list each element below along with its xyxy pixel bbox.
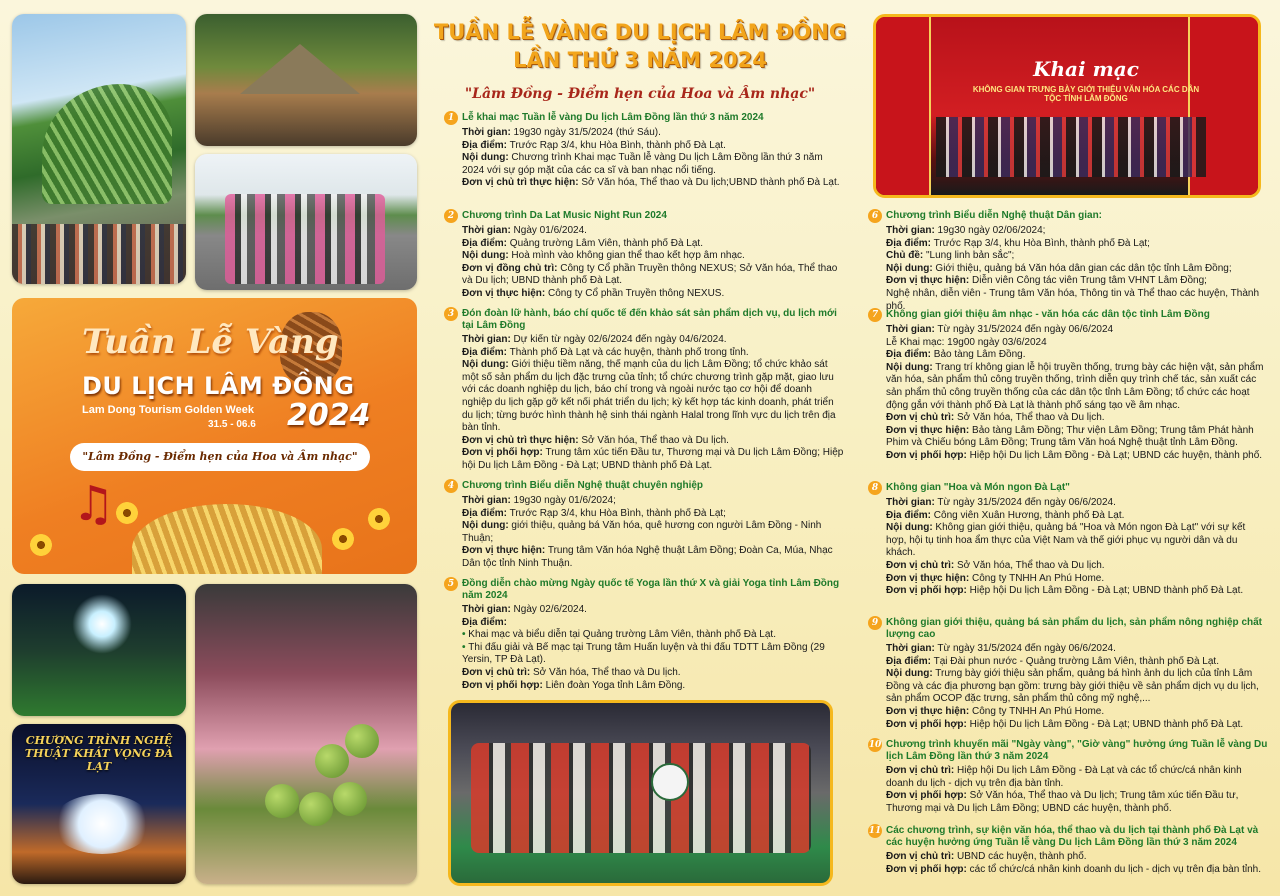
line-label: Nội dung: <box>886 262 933 274</box>
line-label: Đơn vị chủ trì: <box>462 666 531 678</box>
banner-script-title: Tuần Lễ Vàng <box>82 322 339 362</box>
section-line <box>886 719 1268 732</box>
section-header <box>444 480 844 493</box>
section-body <box>868 497 1268 598</box>
section-7 <box>868 309 1268 463</box>
section-body <box>444 334 844 473</box>
line-label: Nội dung: <box>462 359 509 371</box>
section-number-badge: 6 <box>868 209 882 223</box>
section-line <box>886 275 1268 288</box>
line-text: Hiệp hội Du lịch Lâm Đồng - Đà Lạt và các tổ chức/cá nhân kinh doanh du lịch - dịch vụ trên địa bàn tỉnh. <box>886 765 1242 789</box>
line-label: Đơn vị thực hiện: <box>886 572 970 584</box>
line-label: Đơn vị phối hợp: <box>462 447 543 459</box>
section-line <box>462 447 844 472</box>
line-label: Nội dung: <box>886 668 933 680</box>
line-text: Trưng bày giới thiệu sản phẩm, quảng bá hình ảnh du lịch của tỉnh Lâm Đồng và các địa phương bạn gồm: trưng bày giới thiệu về sản phẩm dịch vụ du lịch, sản phẩm OCOP đặc trưng, sản phẩm thủ công mỹ nghệ,... <box>886 668 1259 705</box>
section-line <box>462 520 844 545</box>
banner-slogan: "Lâm Đồng - Điểm hẹn của Hoa và Âm nhạc" <box>70 443 370 471</box>
section-number-badge: 11 <box>868 824 882 838</box>
line-label: Địa điểm: <box>886 509 932 521</box>
line-label: Đơn vị chủ trì thực hiện: <box>462 434 579 446</box>
section-line <box>886 643 1268 656</box>
title-line-2: LẦN THỨ 3 NĂM 2024 <box>513 48 767 72</box>
section-line <box>462 629 844 642</box>
line-label: Đơn vị thực hiện: <box>886 424 970 436</box>
golden-week-banner <box>12 298 417 574</box>
page-slogan: "Lâm Đồng - Điểm hẹn của Hoa và Âm nhạc" <box>464 86 816 102</box>
ceremony-subtitle: KHÔNG GIAN TRƯNG BÀY GIỚI THIỆU VĂN HÓA CÁC DÂN TỘC TỈNH LÂM ĐỒNG <box>972 85 1200 103</box>
section-title: Chương trình khuyến mãi "Ngày vàng", "Giờ vàng" hưởng ứng Tuần lễ vàng Du lịch Lâm Đồng lần thứ 3 năm 2024 <box>886 739 1268 762</box>
line-label: Đơn vị thực hiện: <box>462 545 546 557</box>
section-line <box>886 324 1268 337</box>
banner-dates: 31.5 - 06.6 <box>208 419 256 430</box>
section-header <box>868 825 1268 849</box>
section-body <box>444 127 844 190</box>
line-label: Địa điểm: <box>462 507 508 519</box>
flower-icon <box>116 502 138 524</box>
section-number-badge: 1 <box>444 111 458 125</box>
line-label: Thời gian: <box>462 334 511 345</box>
photo-stage <box>12 584 186 716</box>
line-label: Địa điểm: <box>462 346 508 358</box>
banner-english-title: Lam Dong Tourism Golden Week <box>82 404 254 416</box>
section-line <box>886 425 1268 450</box>
section-line <box>886 362 1268 412</box>
section-8 <box>868 482 1268 598</box>
section-10 <box>868 739 1268 815</box>
line-label: Nội dung: <box>462 520 509 532</box>
line-label: Nội dung: <box>886 361 933 373</box>
photo-yoga-team <box>448 700 833 886</box>
section-line <box>462 495 844 508</box>
line-label: Đơn vị phối hợp: <box>462 679 543 691</box>
section-header <box>444 112 844 125</box>
flower-icon <box>332 528 354 550</box>
music-note-icon: ♫ <box>72 476 116 532</box>
line-text: Hoà mình vào không gian thể thao kết hợp âm nhạc. <box>508 250 745 262</box>
line-text: 19g30 ngày 31/5/2024 (thứ Sáu). <box>510 127 661 138</box>
section-line <box>886 522 1268 560</box>
line-label: Đơn vị chủ trì: <box>886 559 955 571</box>
line-label: Nội dung: <box>462 152 509 164</box>
section-line <box>462 177 844 190</box>
section-title: Chương trình Da Lat Music Night Run 2024 <box>462 210 667 221</box>
section-line <box>886 765 1268 790</box>
section-header <box>868 617 1268 641</box>
photo-night-show <box>12 724 186 884</box>
section-number-badge: 2 <box>444 209 458 223</box>
section-1 <box>444 112 844 190</box>
line-text: Hiệp hội Du lịch Lâm Đồng - Đà Lạt; UBND thành phố Đà Lạt. <box>966 718 1244 730</box>
section-number-badge: 7 <box>868 308 882 322</box>
section-line <box>462 667 844 680</box>
section-2 <box>444 210 844 301</box>
section-line <box>462 435 844 448</box>
section-number-badge: 10 <box>868 738 882 752</box>
line-text: Công ty TNHH An Phú Home. <box>969 705 1105 717</box>
line-text: Hiệp hội Du lịch Lâm Đồng - Đà Lạt; UBND thành phố Đà Lạt. <box>966 585 1244 597</box>
section-line <box>886 706 1268 719</box>
section-line <box>886 225 1268 238</box>
line-label: Thời gian: <box>886 497 935 508</box>
section-title: Lễ khai mạc Tuần lễ vàng Du lịch Lâm Đồng lần thứ 3 năm 2024 <box>462 112 764 123</box>
section-line <box>886 337 1268 350</box>
line-text: Chương trình Khai mạc Tuần lễ vàng Du lịch Lâm Đồng lần thứ 3 năm 2024 với sự góp mặt của các ca sĩ và ban nhạc nổi tiếng. <box>462 152 823 176</box>
line-text: Sở Văn hóa, Thể thao và Du lịch. <box>578 434 729 446</box>
line-label: Đơn vị chủ trì: <box>886 851 955 862</box>
line-label: Đơn vị phối hợp: <box>886 718 967 730</box>
line-text: Trang trí không gian lễ hội truyền thống, trưng bày các hiện vật, sản phẩm văn hóa, sản phẩm thủ công truyền thống, trình diễn quy trình chế tác, sản xuất các sản phẩm thủ công truyền thống của các dân tộc tỉnh Lâm Đồng; tổ chức các hoạt động gắn với thành phố Đà Lạt là thành phố sáng tạo về âm nhạc. <box>886 361 1264 411</box>
section-line <box>886 263 1268 276</box>
section-line <box>886 450 1268 463</box>
line-text: Sở Văn hóa, Thể thao và Du lịch. <box>530 666 681 678</box>
section-body <box>444 604 844 692</box>
section-number-badge: 8 <box>868 481 882 495</box>
line-text: Trước Rạp 3/4, khu Hòa Bình, thành phố Đà Lạt; <box>507 507 726 519</box>
line-label: Đơn vị thực hiện: <box>886 275 970 287</box>
section-4 <box>444 480 844 571</box>
line-text: Sở Văn hóa, Thể thao và Du lịch. <box>954 412 1105 424</box>
line-text: Từ ngày 31/5/2024 đến ngày 06/6/2024. <box>934 497 1116 508</box>
line-label: Đơn vị đồng chủ trì: <box>462 262 558 274</box>
line-label: Thời gian: <box>886 225 935 236</box>
section-number-badge: 5 <box>444 577 458 591</box>
line-text: Ngày 01/6/2024. <box>510 225 587 236</box>
line-text: Công ty TNHH An Phú Home. <box>969 572 1105 584</box>
photo-opening-ceremony <box>873 14 1261 198</box>
section-line <box>886 585 1268 598</box>
line-text: Từ ngày 31/5/2024 đến ngày 06/6/2024 <box>934 324 1114 335</box>
line-text: Trước Rạp 3/4, khu Hòa Bình, thành phố Đà Lạt. <box>507 139 726 151</box>
section-line <box>886 349 1268 362</box>
section-9 <box>868 617 1268 731</box>
line-label: Đơn vị thực hiện: <box>886 705 970 717</box>
line-text: Thi đấu giải và Bế mạc tại Trung tâm Huấn luyện và thi đấu TDTT Lâm Đồng (29 Yersin, TP Đà Lạt). <box>462 641 825 666</box>
section-line <box>462 127 844 140</box>
line-text: Sở Văn hóa, Thể thao và Du lịch. <box>954 559 1105 571</box>
line-label: Đơn vị thực hiện: <box>462 287 546 299</box>
line-label: Chủ đề: <box>886 250 924 262</box>
line-text: Trước Rạp 3/4, khu Hòa Bình, thành phố Đà Lạt; <box>931 237 1150 249</box>
section-3 <box>444 308 844 473</box>
photo-pomelo <box>195 584 417 884</box>
section-line <box>886 497 1268 510</box>
section-line <box>462 347 844 360</box>
section-title: Không gian giới thiệu âm nhạc - văn hóa các dân tộc tỉnh Lâm Đồng <box>886 309 1210 320</box>
line-text: Dự kiến từ ngày 02/6/2024 đến ngày 04/6/2024. <box>510 334 727 345</box>
section-header <box>444 578 844 602</box>
line-text: Sở Văn hóa, Thể thao và Du lịch; Trung tâm xúc tiến Đầu tư, Thương mại và Du lịch Lâm Đồng; UBND các huyện, thành phố. <box>886 790 1239 814</box>
section-body <box>444 225 844 301</box>
section-title: Đồng diễn chào mừng Ngày quốc tế Yoga lần thứ X và giải Yoga tỉnh Lâm Đồng năm 2024 <box>462 578 840 601</box>
line-label: Đơn vị phối hợp: <box>886 863 967 875</box>
line-text: Khai mạc và biểu diễn tại Quảng trường Lâm Viên, thành phố Đà Lạt. <box>468 629 776 641</box>
section-11 <box>868 825 1268 876</box>
line-text: Trung tâm xúc tiến Đầu tư, Thương mại và Du lịch Lâm Đồng; Hiệp hội Du lịch Lâm Đồng - Đà Lạt; UBND thành phố Đà Lạt. <box>462 447 844 471</box>
section-title: Không gian "Hoa và Món ngon Đà Lạt" <box>886 482 1070 493</box>
section-body <box>868 765 1268 815</box>
section-title: Chương trình Biểu diễn Nghệ thuật chuyên nghiệp <box>462 480 704 491</box>
line-text: Sở Văn hóa, Thể thao và Du lịch;UBND thành phố Đà Lạt. <box>578 177 840 189</box>
line-text: Hiệp hội Du lịch Lâm Đồng - Đà Lạt; UBND các huyện, thành phố. <box>966 449 1263 461</box>
section-header <box>444 210 844 223</box>
photo-night-run <box>195 154 417 290</box>
section-6 <box>868 210 1268 313</box>
line-label: Đơn vị chủ trì: <box>886 765 955 776</box>
page-title <box>425 18 855 74</box>
section-line <box>462 263 844 288</box>
section-number-badge: 9 <box>868 616 882 630</box>
line-text: giới thiệu, quảng bá Văn hóa, quê hương con người Lâm Đồng - Ninh Thuận; <box>462 520 822 544</box>
section-line <box>886 412 1268 425</box>
section-body <box>868 643 1268 731</box>
flower-icon <box>30 534 52 556</box>
line-text: Diễn viên Công tác viên Trung tâm VHNT Lâm Đồng; <box>969 275 1207 287</box>
section-line <box>462 238 844 251</box>
line-text: Công viên Xuân Hương, thành phố Đà Lạt. <box>931 509 1125 521</box>
section-header <box>868 482 1268 495</box>
line-label: Đơn vị phối hợp: <box>886 790 967 802</box>
line-text: Công ty Cổ phần Truyền thông NEXUS; Sở Văn hóa, Thể thao và Du lịch; UBND thành phố Đà Lạt. <box>462 262 838 287</box>
line-label: Địa điểm: <box>462 237 508 249</box>
night-show-text: CHƯƠNG TRÌNH NGHỆ THUẬT KHÁT VỌNG ĐÀ LẠT <box>24 734 174 773</box>
line-text: Lễ Khai mạc: 19g00 ngày 03/6/2024 <box>886 336 1047 348</box>
section-line <box>886 790 1268 815</box>
section-line <box>462 250 844 263</box>
section-title: Chương trình Biểu diễn Nghệ thuật Dân gian: <box>886 210 1103 221</box>
line-text: Bảo tàng Lâm Đồng; Thư viện Lâm Đồng; Trung tâm Phát hành Phim và Chiếu bóng Lâm Đồng; Trung tâm Văn hoá Nghệ thuật tỉnh Lâm Đồng. <box>886 424 1254 449</box>
section-title: Đón đoàn lữ hành, báo chí quốc tế đến khảo sát sản phẩm dịch vụ, du lịch mới tại Lâm Đồng <box>462 308 837 331</box>
section-line <box>462 642 844 667</box>
section-line <box>886 864 1268 877</box>
flower-icon <box>368 508 390 530</box>
section-header <box>868 739 1268 763</box>
section-line <box>886 668 1268 706</box>
line-text: Nghệ nhân, diễn viên - Trung tâm Văn hóa, Thông tin và Thể thao các huyện, Thành phố. <box>886 287 1260 312</box>
banner-main-title: DU LỊCH LÂM ĐỒNG <box>82 372 355 400</box>
section-line <box>462 140 844 153</box>
section-line <box>462 334 844 347</box>
line-label: Thời gian: <box>462 225 511 236</box>
section-line <box>462 680 844 693</box>
section-title: Không gian giới thiệu, quảng bá sản phẩm du lịch, sản phẩm nông nghiệp chất lượng cao <box>886 617 1263 640</box>
line-label: Nội dung: <box>462 250 509 262</box>
section-body <box>868 851 1268 876</box>
line-label: Đơn vị phối hợp: <box>886 449 967 461</box>
line-text: Liên đoàn Yoga tỉnh Lâm Đồng. <box>542 679 686 691</box>
line-label: Đơn vị phối hợp: <box>886 585 967 597</box>
section-line <box>462 152 844 177</box>
section-line <box>462 545 844 570</box>
line-text: Trung tâm Văn hóa Nghệ thuật Lâm Đồng; Đoàn Ca, Múa, Nhạc Dân tộc tỉnh Ninh Thuận. <box>462 545 833 569</box>
section-line <box>886 851 1268 864</box>
line-text: 19g30 ngày 02/06/2024; <box>934 225 1046 236</box>
section-5 <box>444 578 844 692</box>
line-text: Giới thiệu tiềm năng, thế mạnh của du lịch Lâm Đồng; tổ chức khảo sát một số sản phẩm du lịch đặc trưng của tỉnh; tổ chức chương trình gặp mặt, giao lưu với các doanh nghiệp du lịch, báo chí trong và ngoài nước tạo cơ hội để doanh nghiệp du lịch gặp gỡ kết nối phát triển du lịch; kỳ kết hợp tác kinh doanh, phát triển du lịch; từng bước hình thành hệ sinh thái ngành Halal trong lĩnh vực du lịch trên địa bàn tỉnh. <box>462 359 836 434</box>
line-label: Thời gian: <box>462 127 511 138</box>
section-line <box>462 604 844 617</box>
line-label: Địa điểm: <box>462 616 508 628</box>
line-label: Thời gian: <box>462 604 511 615</box>
line-text: Thành phố Đà Lạt và các huyện, thành phố trong tỉnh. <box>507 346 749 358</box>
dome-icon <box>132 504 322 574</box>
line-text: Bảo tàng Lâm Đồng. <box>931 349 1026 361</box>
line-label: Thời gian: <box>462 495 511 506</box>
line-label: Nội dung: <box>886 522 933 534</box>
section-line <box>886 510 1268 523</box>
ceremony-title: Khai mạc <box>1033 57 1139 81</box>
section-line <box>886 573 1268 586</box>
line-label: Địa điểm: <box>886 237 932 249</box>
section-line <box>886 250 1268 263</box>
section-line <box>462 359 844 435</box>
section-line <box>886 238 1268 251</box>
line-text: Từ ngày 31/5/2024 đến ngày 06/6/2024. <box>934 643 1116 654</box>
photo-flower-building <box>12 14 186 284</box>
line-text: Ngày 02/6/2024. <box>510 604 587 615</box>
line-text: Công ty Cổ phần Truyền thông NEXUS. <box>545 287 725 299</box>
line-text: Quảng trường Lâm Viên, thành phố Đà Lạt. <box>507 237 703 249</box>
section-title: Các chương trình, sự kiện văn hóa, thể thao và du lịch tại thành phố Đà Lạt và các huyện hưởng ứng Tuần lễ vàng Du lịch Lâm Đồng lần thứ 3 năm 2024 <box>886 825 1259 848</box>
line-text: các tổ chức/cá nhân kinh doanh du lịch - dịch vụ trên địa bàn tỉnh. <box>966 863 1261 875</box>
title-line-1: TUẦN LỄ VÀNG DU LỊCH LÂM ĐỒNG <box>433 20 847 44</box>
section-body <box>868 324 1268 463</box>
section-body <box>444 495 844 571</box>
section-line <box>462 288 844 301</box>
section-line <box>462 508 844 521</box>
line-text: UBND các huyện, thành phố. <box>954 851 1087 862</box>
line-label: Thời gian: <box>886 324 935 335</box>
section-line <box>886 656 1268 669</box>
line-label: Địa điểm: <box>462 139 508 151</box>
line-text: 19g30 ngày 01/6/2024; <box>510 495 616 506</box>
section-line <box>462 225 844 238</box>
section-header <box>444 308 844 332</box>
line-label: Đơn vị chủ trì: <box>886 412 955 424</box>
line-label: Đơn vị chủ trì thực hiện: <box>462 177 579 189</box>
section-header <box>868 309 1268 322</box>
photo-traditional-house <box>195 14 417 146</box>
line-label: Địa điểm: <box>886 349 932 361</box>
line-text: Không gian giới thiệu, quảng bá "Hoa và Món ngon Đà Lạt" với sự kết hợp, hội tụ tinh hoa ẩm thực của Việt Nam và thế giới phục vụ người dân và du khách. <box>886 522 1246 559</box>
section-header <box>868 210 1268 223</box>
line-text: Tại Đài phun nước - Quảng trường Lâm Viên, thành phố Đà Lạt. <box>931 655 1219 667</box>
line-text: Giới thiệu, quảng bá Văn hóa dân gian các dân tộc tỉnh Lâm Đồng; <box>932 262 1232 274</box>
line-label: Địa điểm: <box>886 655 932 667</box>
section-number-badge: 3 <box>444 307 458 321</box>
section-line <box>886 560 1268 573</box>
line-text: "Lung linh bản sắc"; <box>923 250 1015 262</box>
line-label: Thời gian: <box>886 643 935 654</box>
section-body <box>868 225 1268 313</box>
section-line <box>462 617 844 630</box>
banner-year: 2024 <box>287 398 371 433</box>
section-number-badge: 4 <box>444 479 458 493</box>
